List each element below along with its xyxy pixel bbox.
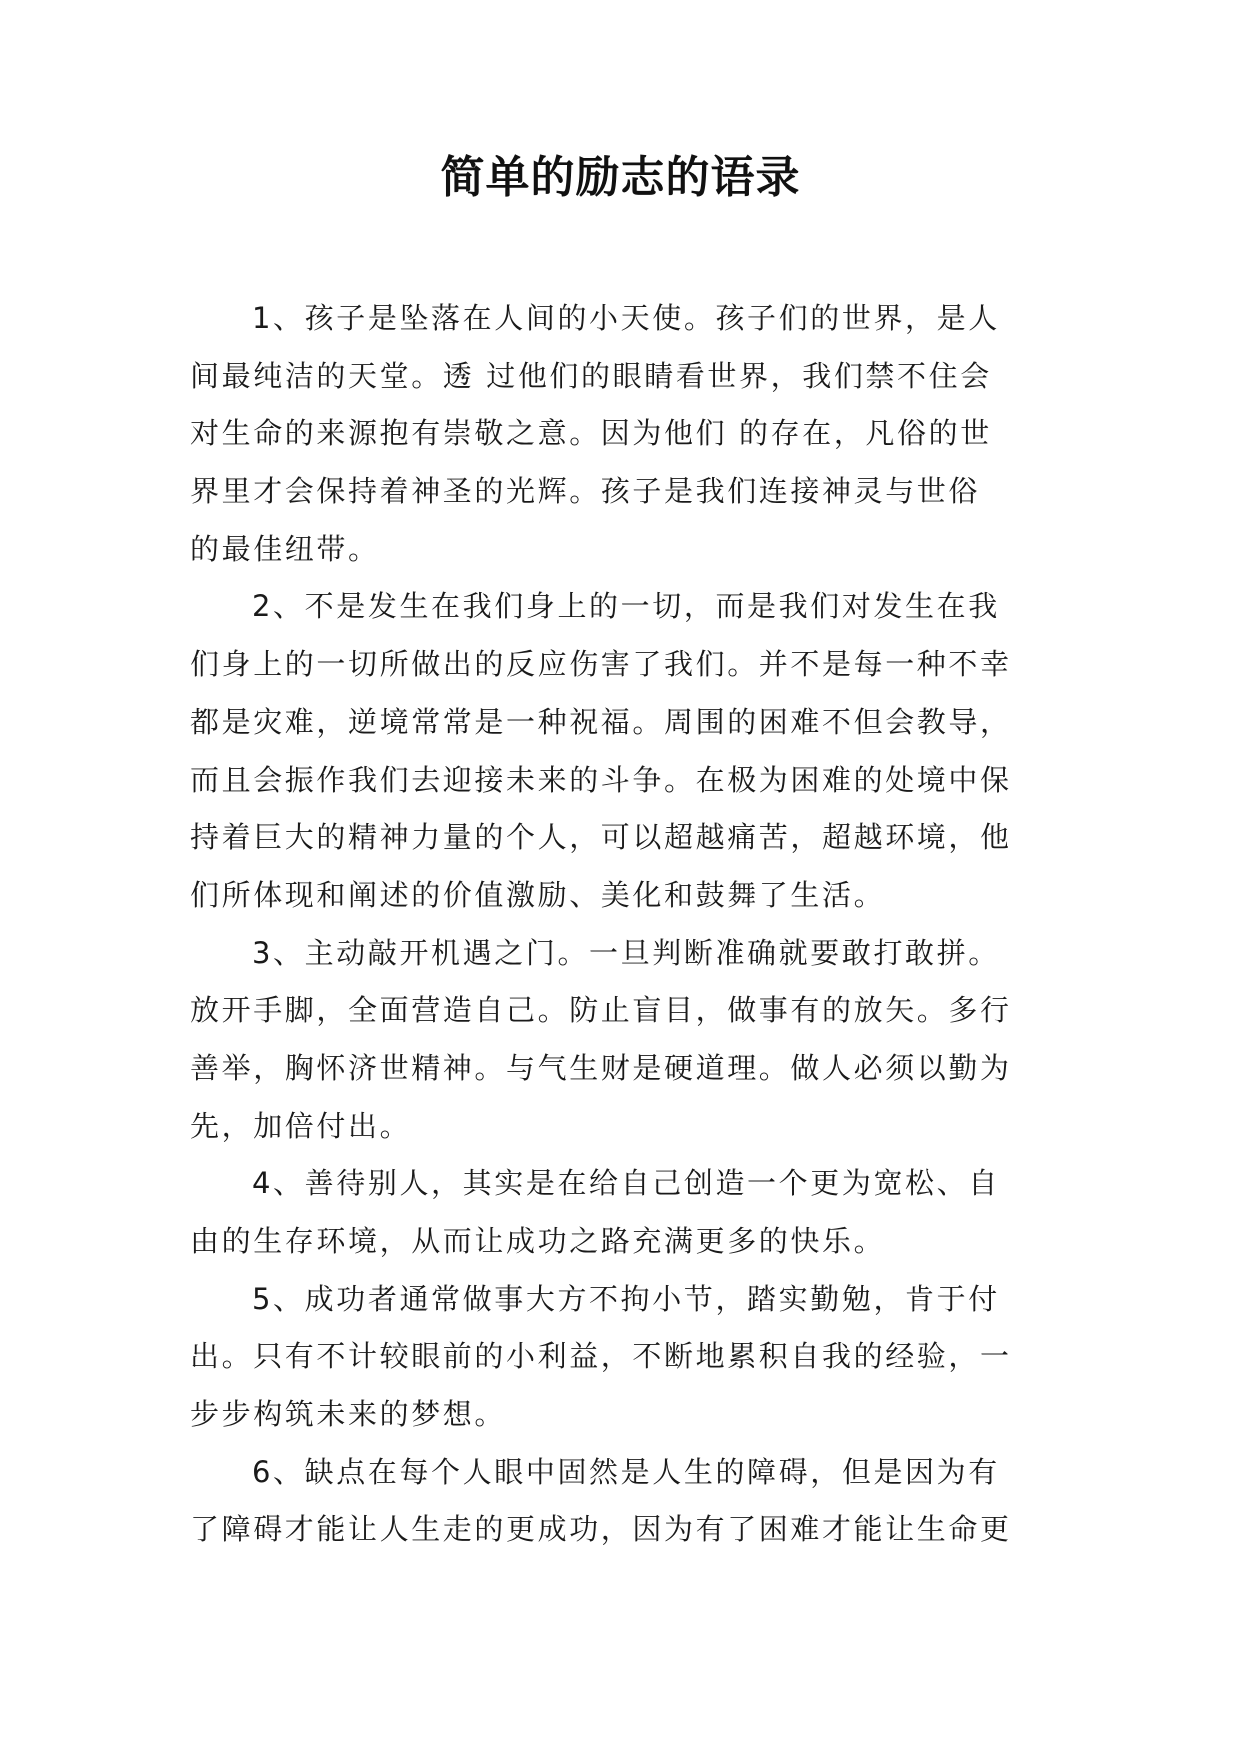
text-line: 善举，胸怀济世精神。与气生财是硬道理。做人必须以勤为 <box>190 1050 1012 1085</box>
text-line: 的最佳纽带。 <box>190 531 380 566</box>
paragraph-2 <box>190 578 1050 924</box>
text-line: 了障碍才能让人生走的更成功，因为有了困难才能让生命更 <box>190 1512 1012 1547</box>
text-line: 5、成功者通常做事大方不拘小节，踏实勤勉，肯于付 <box>252 1281 1000 1316</box>
text-line: 放开手脚，全面营造自己。防止盲目，做事有的放矢。多行 <box>190 993 1012 1028</box>
text-line: 先，加倍付出。 <box>190 1108 412 1143</box>
text-line: 6、缺点在每个人眼中固然是人生的障碍，但是因为有 <box>252 1454 1000 1489</box>
text-line: 而且会振作我们去迎接未来的斗争。在极为困难的处境中保 <box>190 762 1012 797</box>
text-line: 持着巨大的精神力量的个人，可以超越痛苦，超越环境，他 <box>190 820 1012 855</box>
text-line: 们所体现和阐述的价值激励、美化和鼓舞了生活。 <box>190 877 886 912</box>
text-line: 间最纯洁的天堂。透 过他们的眼睛看世界，我们禁不住会 <box>190 358 992 393</box>
text-line: 都是灾难，逆境常常是一种祝福。周围的困难不但会教导， <box>190 704 1012 739</box>
text-line: 们身上的一切所做出的反应伤害了我们。并不是每一种不幸 <box>190 647 1012 682</box>
text-line: 出。只有不计较眼前的小利益，不断地累积自我的经验，一 <box>190 1339 1012 1374</box>
text-line: 3、主动敲开机遇之门。一旦判断准确就要敢打敢拼。 <box>252 935 1000 970</box>
text-line: 界里才会保持着神圣的光辉。孩子是我们连接神灵与世俗 <box>190 474 981 509</box>
paragraph-3 <box>190 925 1050 1156</box>
text-line: 步步构筑未来的梦想。 <box>190 1397 507 1432</box>
text-line: 2、不是发生在我们身上的一切，而是我们对发生在我 <box>252 589 1000 624</box>
text-line: 由的生存环境，从而让成功之路充满更多的快乐。 <box>190 1224 886 1258</box>
text-line: 对生命的来源抱有崇敬之意。因为他们 的存在，凡俗的世 <box>190 416 992 451</box>
paragraph-6 <box>190 1444 1050 1559</box>
text-line: 4、善待别人，其实是在给自己创造一个更为宽松、自 <box>252 1166 1000 1201</box>
paragraph-4 <box>190 1155 1050 1270</box>
paragraph-5 <box>190 1271 1050 1444</box>
document-body <box>190 290 1050 1559</box>
text-line: 1、孩子是坠落在人间的小天使。孩子们的世界，是人 <box>252 301 1000 335</box>
paragraph-1 <box>190 290 1050 578</box>
page-title: 简单的励志的语录 <box>440 152 801 203</box>
